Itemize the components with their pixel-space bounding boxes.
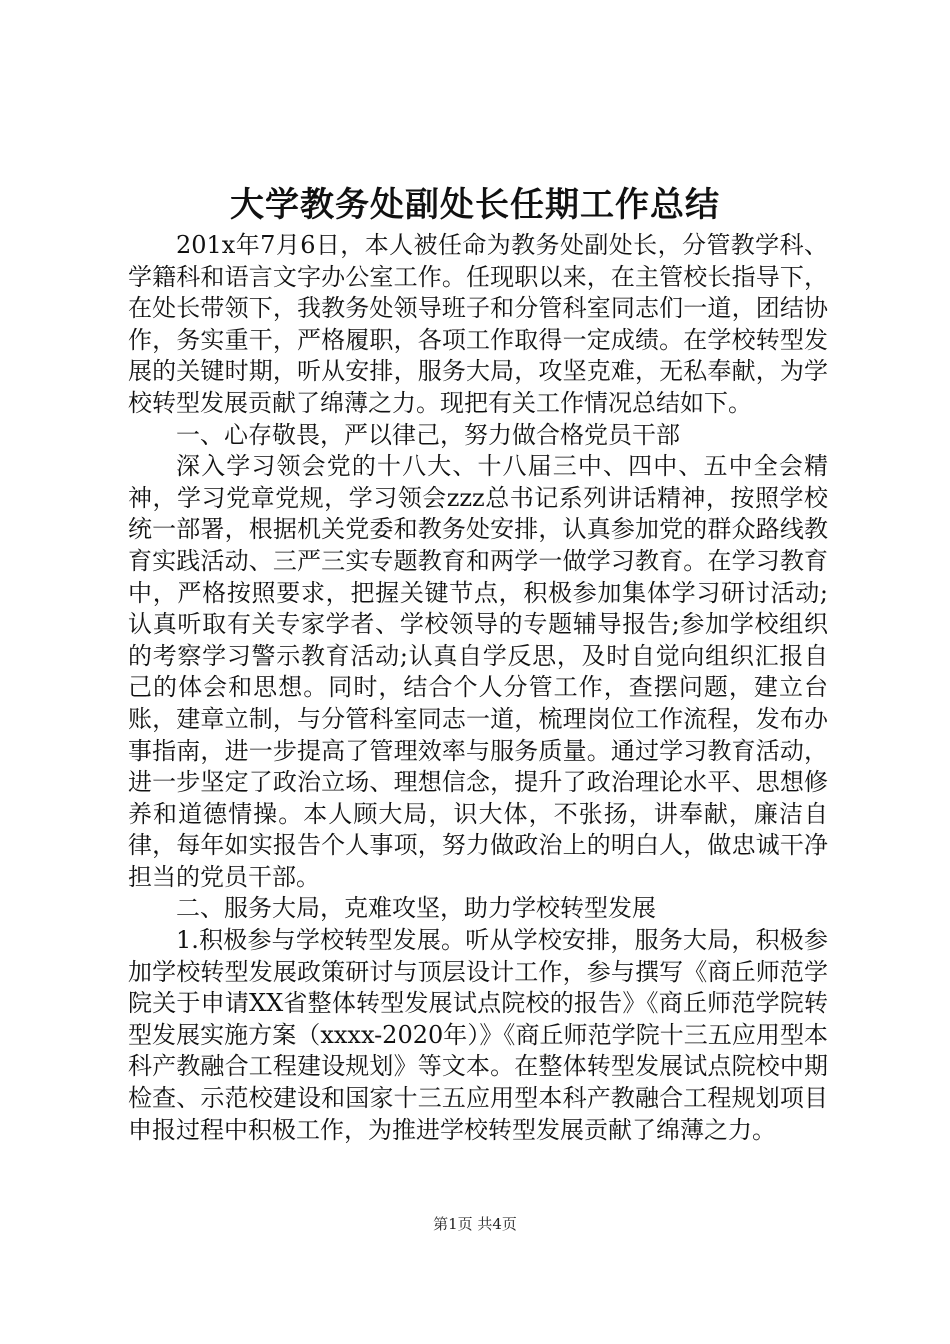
page-number-footer: 第1页 共4页 [433,1215,517,1233]
paragraph-intro: 201x年7月6日，本人被任命为教务处副处长，分管教学科、学籍科和语言文字办公室工作。任现职以来，在主管校长指导下，在处长带领下，我教务处领导班子和分管科室同志们一道，团结协作，务实重干，严格履职，各项工作取得一定成绩。在学校转型发展的关键时期，听从安排，服务大局，攻坚克难，无私奉献，为学校转型发展贡献了绵薄之力。现把有关工作情况总结如下。 [128,231,828,417]
section-heading-2: 二、服务大局，克难攻坚，助力学校转型发展 [176,894,656,923]
section-heading-1: 一、心存敬畏，严以律己，努力做合格党员干部 [176,420,680,449]
document-body [128,230,828,1146]
paragraph-section-1: 深入学习领会党的十八大、十八届三中、四中、五中全会精神，学习党章党规，学习领会zzz总书记系列讲话精神，按照学校统一部署，根据机关党委和教务处安排，认真参加党的群众路线教育实践活动、三严三实专题教育和两学一做学习教育。在学习教育中，严格按照要求，把握关键节点，积极参加集体学习研讨活动;认真听取有关专家学者、学校领导的专题辅导报告;参加学校组织的考察学习警示教育活动;认真自学反思，及时自觉向组织汇报自己的体会和思想。同时，结合个人分管工作，查摆问题，建立台账，建章立制，与分管科室同志一道，梳理岗位工作流程，发布办事指南，进一步提高了管理效率与服务质量。通过学习教育活动，进一步坚定了政治立场、理想信念，提升了政治理论水平、思想修养和道德情操。本人顾大局，识大体，不张扬，讲奉献，廉洁自律，每年如实报告个人事项，努力做政治上的明白人，做忠诚干净担当的党员干部。 [128,452,828,891]
document-title: 大学教务处副处长任期工作总结 [230,185,720,225]
paragraph-section-2-item-1: 1.积极参与学校转型发展。听从学校安排，服务大局，积极参加学校转型发展政策研讨与顶层设计工作，参与撰写《商丘师范学院关于申请XX省整体转型发展试点院校的报告》《商丘师范学院转型发展实施方案（xxxx-2020年）》《商丘师范学院十三五应用型本科产教融合工程建设规划》等文本。在整体转型发展试点院校中期检查、示范校建设和国家十三五应用型本科产教融合工程规划项目申报过程中积极工作，为推进学校转型发展贡献了绵薄之力。 [128,926,828,1144]
